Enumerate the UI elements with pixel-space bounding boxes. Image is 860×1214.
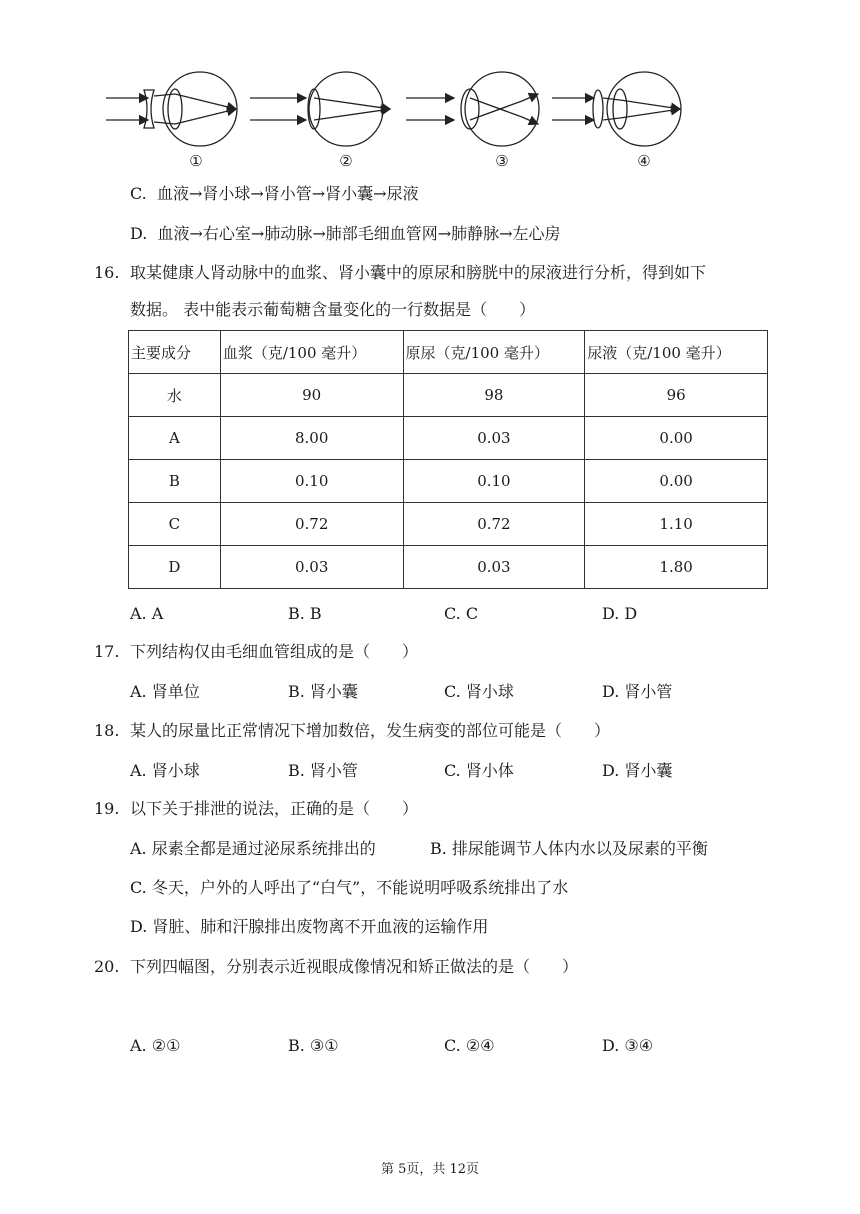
q18-number: 18. (94, 721, 120, 740)
q19-stem: 以下关于排泄的说法，正确的是（ ） (130, 799, 419, 818)
q16-option-b: B. B (288, 604, 322, 623)
q16-option-d: D. D (602, 604, 638, 623)
q18-option-d: D. 肾小囊 (602, 761, 673, 780)
q20-number: 20. (94, 957, 120, 976)
q20-option-a: A. ②① (130, 1036, 181, 1055)
table-cell: D (129, 546, 221, 589)
table-cell: C (129, 503, 221, 546)
table-cell: A (129, 417, 221, 460)
table-cell: 98 (403, 374, 585, 417)
figure-label-1: ① (189, 152, 203, 170)
q18-option-c: C. 肾小体 (444, 761, 514, 780)
table-cell: 0.00 (585, 460, 768, 503)
figure-label-4: ④ (637, 152, 651, 170)
table-row (129, 503, 768, 546)
q16-data-table (128, 330, 768, 589)
q19-option-c: C. 冬天，户外的人呼出了“白气”，不能说明呼吸系统排出了水 (130, 878, 569, 897)
page-footer: 第 5页，共 12页 (380, 1162, 480, 1177)
table-cell: 0.03 (403, 417, 585, 460)
eye-diagram-4 (552, 72, 681, 146)
q19-option-b: B. 排尿能调节人体内水以及尿素的平衡 (430, 839, 708, 858)
table-cell: 0.03 (403, 546, 585, 589)
q16-option-c: C. C (444, 604, 479, 623)
table-cell: 0.10 (403, 460, 585, 503)
q17-stem: 下列结构仅由毛细血管组成的是（ ） (130, 642, 419, 661)
q20-option-d: D. ③④ (602, 1036, 654, 1055)
q17-option-a: A. 肾单位 (130, 682, 200, 701)
eye-diagram-1 (106, 72, 237, 146)
q19-option-d: D. 肾脏、肺和汗腺排出废物离不开血液的运输作用 (130, 917, 489, 936)
q18-option-b: B. 肾小管 (288, 761, 358, 780)
table-cell: 0.72 (403, 503, 585, 546)
table-cell: 水 (129, 374, 221, 417)
table-cell: 1.80 (585, 546, 768, 589)
q18-option-a: A. 肾小球 (130, 761, 200, 780)
q17-number: 17. (94, 642, 120, 661)
eye-diagram-2 (250, 72, 390, 146)
q19-number: 19. (94, 799, 120, 818)
q16-option-a: A. A (130, 604, 164, 623)
q15-option-d: D. 血液→右心室→肺动脉→肺部毛细血管网→肺静脉→左心房 (130, 224, 561, 243)
q17-option-c: C. 肾小球 (444, 682, 514, 701)
table-cell: 0.03 (220, 546, 403, 589)
q20-stem: 下列四幅图，分别表示近视眼成像情况和矫正做法的是（ ） (130, 957, 579, 976)
table-header-cell: 原尿（克/100 毫升） (403, 331, 585, 374)
q16-stem-line2: 数据。 表中能表示葡萄糖含量变化的一行数据是（ ） (130, 300, 536, 319)
table-row (129, 460, 768, 503)
table-cell: 90 (220, 374, 403, 417)
eye-diagram-3 (406, 72, 539, 146)
table-cell: 1.10 (585, 503, 768, 546)
table-header-cell: 尿液（克/100 毫升） (585, 331, 768, 374)
q18-stem: 某人的尿量比正常情况下增加数倍，发生病变的部位可能是（ ） (130, 721, 611, 740)
q17-option-b: B. 肾小囊 (288, 682, 358, 701)
table-cell: 0.10 (220, 460, 403, 503)
figure-label-2: ② (339, 152, 353, 170)
table-cell: 0.00 (585, 417, 768, 460)
table-cell: 96 (585, 374, 768, 417)
table-row (129, 546, 768, 589)
q20-option-b: B. ③① (288, 1036, 339, 1055)
table-cell: B (129, 460, 221, 503)
table-header-cell: 主要成分 (129, 331, 221, 374)
q19-option-a: A. 尿素全都是通过泌尿系统排出的 (130, 839, 376, 858)
table-row (129, 374, 768, 417)
table-cell: 8.00 (220, 417, 403, 460)
q15-option-c: C. 血液→肾小球→肾小管→肾小囊→尿液 (130, 184, 419, 203)
table-cell: 0.72 (220, 503, 403, 546)
q16-stem-line1: 取某健康人肾动脉中的血浆、肾小囊中的原尿和膀胱中的尿液进行分析，得到如下 (130, 263, 707, 282)
figure-label-3: ③ (495, 152, 509, 170)
q17-option-d: D. 肾小管 (602, 682, 673, 701)
q20-option-c: C. ②④ (444, 1036, 495, 1055)
q16-number: 16. (94, 263, 120, 282)
table-header-row (129, 331, 768, 374)
table-row (129, 417, 768, 460)
table-header-cell: 血浆（克/100 毫升） (220, 331, 403, 374)
